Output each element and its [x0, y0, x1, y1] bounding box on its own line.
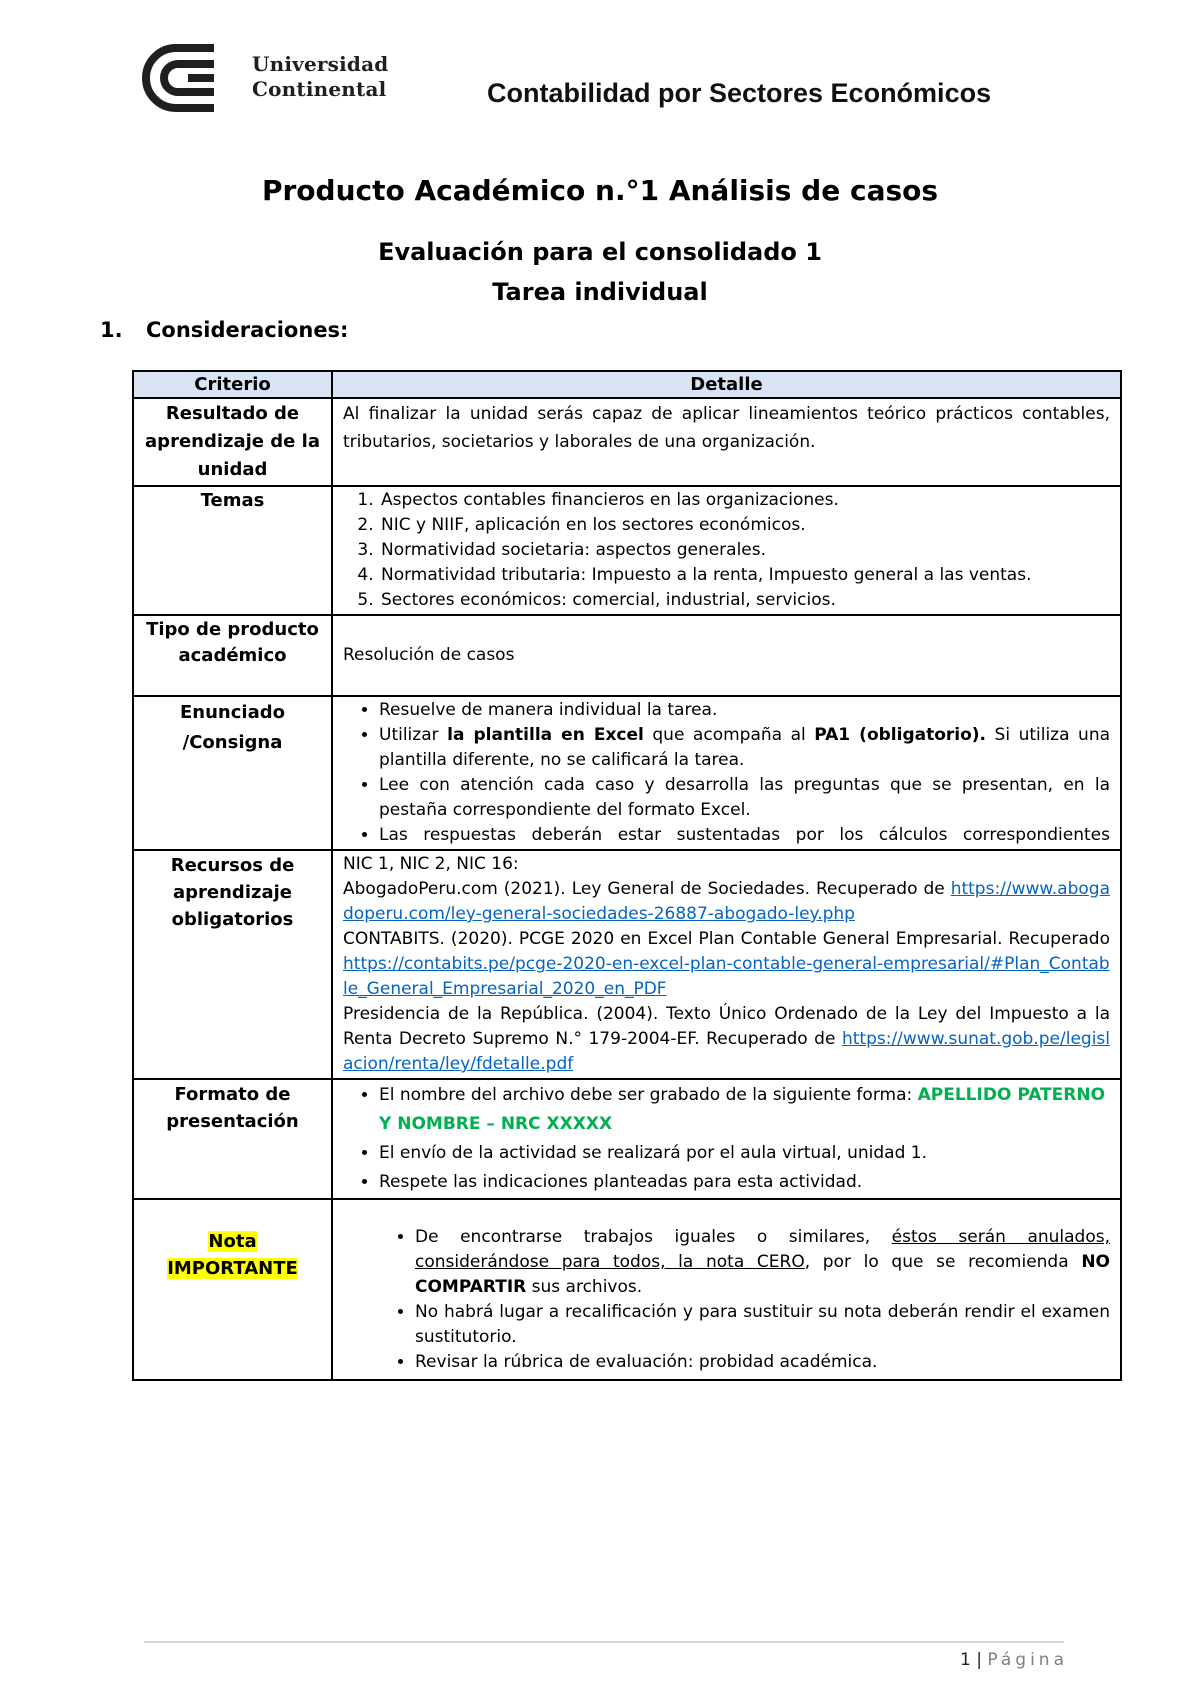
criterio-enunciado: Enunciado /Consigna	[133, 696, 332, 850]
logo-line2: Continental	[252, 77, 387, 101]
list-item: • El nombre del archivo debe ser grabado de la siguiente forma: APELLIDO PATERNO Y NOMBRE – NRC XXXXX	[379, 1081, 1110, 1139]
list-item: • Utilizar la plantilla en Excel que acompaña al PA1 (obligatorio). Si utiliza una plantilla diferente, no se calificará la tarea.	[379, 723, 1110, 773]
table-header-row	[133, 371, 1121, 398]
list-item: • El envío de la actividad se realizará por el aula virtual, unidad 1.	[379, 1139, 1110, 1168]
column-header-detalle: Detalle	[332, 371, 1121, 398]
section-label: Consideraciones:	[146, 318, 349, 342]
list-item: 4. Normatividad tributaria: Impuesto a la renta, Impuesto general a las ventas.	[379, 563, 1110, 588]
course-title: Contabilidad por Sectores Económicos	[487, 78, 992, 108]
reference-link[interactable]: https://www.sunat.gob.pe/legislacion/renta/ley/fdetalle.pdf	[343, 1029, 1110, 1074]
table-row-tipo	[133, 615, 1121, 696]
list-item: 2. NIC y NIIF, aplicación en los sectores económicos.	[379, 513, 1110, 538]
page-label: Página	[987, 1650, 1068, 1670]
table-row-resultado	[133, 398, 1121, 486]
list-item: • Revisar la rúbrica de evaluación: probidad académica.	[415, 1350, 1110, 1375]
list-item: 3. Normatividad societaria: aspectos generales.	[379, 538, 1110, 563]
reference-link[interactable]: https://www.abogadoperu.com/ley-general-sociedades-26887-abogado-ley.php	[343, 879, 1110, 924]
footer-separator: |	[976, 1650, 982, 1670]
considerations-table	[132, 370, 1122, 1381]
section-heading	[100, 318, 348, 342]
list-item: 5. Sectores económicos: comercial, industrial, servicios.	[379, 588, 1110, 613]
table-row-recursos	[133, 850, 1121, 1079]
nota-list	[343, 1225, 1110, 1375]
detalle-temas	[332, 486, 1121, 615]
temas-list	[343, 488, 1110, 613]
list-item: • De encontrarse trabajos iguales o similares, éstos serán anulados, considerándose para todos, la nota CERO, por lo que se recomienda NO COMPARTIR sus archivos.	[415, 1225, 1110, 1300]
detalle-enunciado	[332, 696, 1121, 850]
nota-label: Nota	[208, 1231, 257, 1252]
university-logo-mark-icon	[142, 44, 242, 116]
detalle-tipo: Resolución de casos	[332, 615, 1121, 696]
reference-item: AbogadoPeru.com (2021). Ley General de Sociedades. Recuperado de https://www.abogadoperu.com/ley-general-sociedades-26887-abogado-ley.php	[343, 879, 1110, 924]
list-item: • No habrá lugar a recalificación y para sustituir su nota deberán rendir el examen sustitutorio.	[415, 1300, 1110, 1350]
list-item: 1. Aspectos contables financieros en las organizaciones.	[379, 488, 1110, 513]
detalle-recursos	[332, 850, 1121, 1079]
formato-list	[343, 1081, 1110, 1197]
list-item: • Las respuestas deberán estar sustentadas por los cálculos correspondientes	[379, 823, 1110, 848]
table-row-nota	[133, 1199, 1121, 1380]
footer-divider	[144, 1641, 1064, 1643]
page-footer	[960, 1650, 1068, 1670]
table-row-formato	[133, 1079, 1121, 1199]
university-logo	[142, 44, 392, 116]
list-item: • Resuelve de manera individual la tarea.	[379, 698, 1110, 723]
list-item: • Lee con atención cada caso y desarrolla las preguntas que se presentan, en la pestaña correspondiente del formato Excel.	[379, 773, 1110, 823]
criterio-temas: Temas	[133, 486, 332, 615]
table-row-temas	[133, 486, 1121, 615]
subtitle-evaluacion: Evaluación para el consolidado 1	[378, 238, 822, 266]
reference-item: CONTABITS. (2020). PCGE 2020 en Excel Plan Contable General Empresarial. Recuperado https://contabits.pe/pcge-2020-en-excel-plan-contable-general-empresarial/#Plan_Contable_General_Empresarial_2020_en_PDF	[343, 929, 1110, 999]
table-row-enunciado	[133, 696, 1121, 850]
criterio-nota	[133, 1199, 332, 1380]
criterio-recursos: Recursos de aprendizaje obligatorios	[133, 850, 332, 1079]
logo-line1: Universidad	[252, 52, 389, 76]
enunciado-list	[343, 698, 1110, 848]
criterio-formato: Formato de presentación	[133, 1079, 332, 1199]
column-header-criterio: Criterio	[133, 371, 332, 398]
detalle-resultado: Al finalizar la unidad serás capaz de aplicar lineamientos teórico prácticos contables, tributarios, societarios y laborales de una organización.	[332, 398, 1121, 486]
detalle-formato	[332, 1079, 1121, 1199]
subtitle-tarea: Tarea individual	[492, 278, 708, 306]
page-number: 1	[960, 1650, 971, 1670]
document-title: Producto Académico n.°1 Análisis de casos	[261, 174, 939, 207]
list-item: • Respete las indicaciones planteadas para esta actividad.	[379, 1168, 1110, 1197]
criterio-tipo: Tipo de producto académico	[133, 615, 332, 696]
reference-item: Presidencia de la República. (2004). Texto Único Ordenado de la Ley del Impuesto a la Renta Decreto Supremo N.° 179-2004-EF. Recuperado de https://www.sunat.gob.pe/legislacion/renta/ley/fdetalle.pdf	[343, 1004, 1110, 1074]
reference-link[interactable]: https://contabits.pe/pcge-2020-en-excel-plan-contable-general-empresarial/#Plan_Contable_General_Empresarial_2020_en_PDF	[343, 954, 1110, 999]
section-number: 1.	[100, 318, 123, 342]
recursos-nic: NIC 1, NIC 2, NIC 16:	[343, 854, 519, 874]
importante-label: IMPORTANTE	[167, 1258, 298, 1279]
criterio-resultado: Resultado de aprendizaje de la unidad	[133, 398, 332, 486]
detalle-nota	[332, 1199, 1121, 1380]
